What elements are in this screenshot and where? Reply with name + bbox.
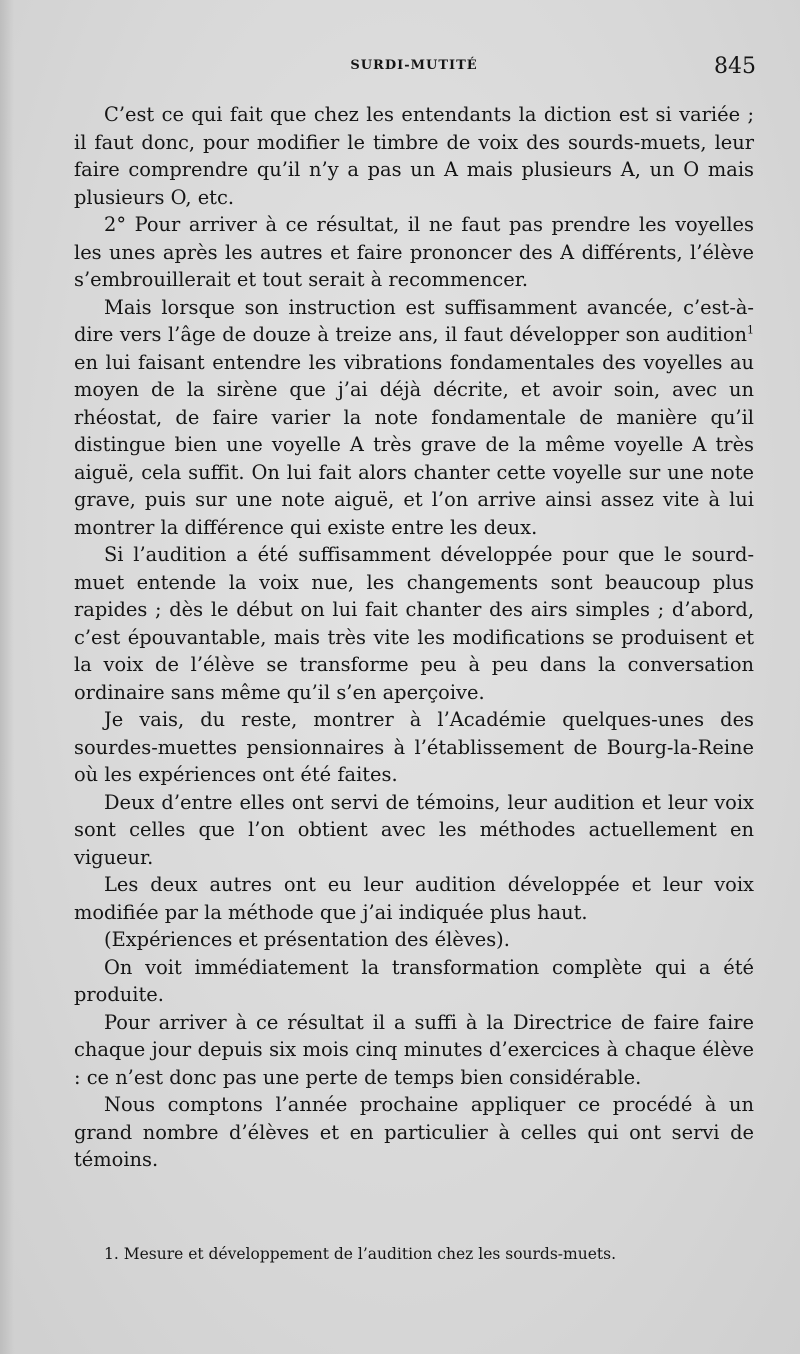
running-title: SURDI-MUTITÉ <box>350 58 478 73</box>
paragraph-text: On voit immédiatement la transformation complète qui a été produite. <box>74 955 754 1006</box>
paragraph-text: Je vais, du reste, montrer à l’Académie quelques-unes des sourdes-muettes pensionnaires à l’établissement de Bourg-la-Reine où les expériences ont été faites. <box>74 708 754 786</box>
paragraph-text: Pour arriver à ce résultat il a suffi à la Directrice de faire faire chaque jour depuis six mois cinq minutes d’exercices à chaque élève : ce n’est donc pas une perte de temps bien considérable. <box>74 1010 754 1089</box>
body-text <box>74 101 754 1174</box>
paragraph-text: C’est ce qui fait que chez les entendants la diction est si variée ; il faut donc, pour modifier le timbre de voix des sourds-muets, leur faire comprendre qu’il n’y a pas un A mais plusieurs A, un O mais plusieurs O, etc. <box>74 103 754 209</box>
paragraph-7 <box>74 871 754 926</box>
footnote: 1. Mesure et développement de l’audition chez les sourds-muets. <box>104 1245 617 1263</box>
paragraph-text: Nous comptons l’année prochaine appliquer ce procédé à un grand nombre d’élèves et en particulier à celles qui ont servi de témoins. <box>74 1093 754 1171</box>
paragraph-text: Si l’audition a été suffisamment développée pour que le sourd-muet entende la voix nue, les changements sont beaucoup plus rapides ; dès le début on lui fait chanter des airs simples ; d’abord, c’est épouvantable, mais très vite les modifications se produisent et la voix de l’élève se transforme peu à peu dans la conversation ordinaire sans même qu’il s’en aperçoive. <box>74 543 754 704</box>
paragraph-text: 2° Pour arriver à ce résultat, il ne faut pas prendre les voyelles les unes après les autres et faire prononcer des A différents, l’élève s’embrouillerait et tout serait à recommencer. <box>74 213 754 291</box>
paragraph-10 <box>74 1009 754 1092</box>
running-head <box>74 56 754 86</box>
paragraph-8 <box>74 926 754 954</box>
paragraph-text: Les deux autres ont eu leur audition développée et leur voix modifiée par la méthode que j’ai indiquée plus haut. <box>74 873 754 924</box>
paragraph-9 <box>74 954 754 1009</box>
page-edge-shadow <box>0 0 14 1354</box>
paragraph-text: Deux d’entre elles ont servi de témoins, leur audition et leur voix sont celles que l’on obtient avec les méthodes actuellement en vigueur. <box>74 790 754 869</box>
paragraph-text: (Expériences et présentation des élèves). <box>104 928 510 951</box>
paragraph-text: Mais lorsque son instruction est suffisamment avancée, c’est-à-dire vers l’âge de douze à treize ans, il faut développer son audition <box>74 295 754 346</box>
paragraph-1 <box>74 101 754 211</box>
paragraph-2 <box>74 211 754 294</box>
paragraph-6 <box>74 789 754 872</box>
page-number: 845 <box>714 54 756 79</box>
paragraph-text: en lui faisant entendre les vibrations fondamentales des voyelles au moyen de la sirène que j’ai déjà décrite, et avoir soin, avec un rhéostat, de faire varier la note fondamentale de manière qu’il distingue bien une voyelle A très grave de la même voyelle A très aiguë, cela suffit. On lui fait alors chanter cette voyelle sur une note grave, puis sur une note aiguë, et l’on arrive ainsi assez vite à lui montrer la différence qui existe entre les deux. <box>74 350 754 539</box>
paragraph-5 <box>74 706 754 789</box>
paragraph-3 <box>74 294 754 542</box>
paragraph-11 <box>74 1091 754 1174</box>
footnote-reference[interactable]: 1 <box>747 323 754 337</box>
paragraph-4 <box>74 541 754 706</box>
